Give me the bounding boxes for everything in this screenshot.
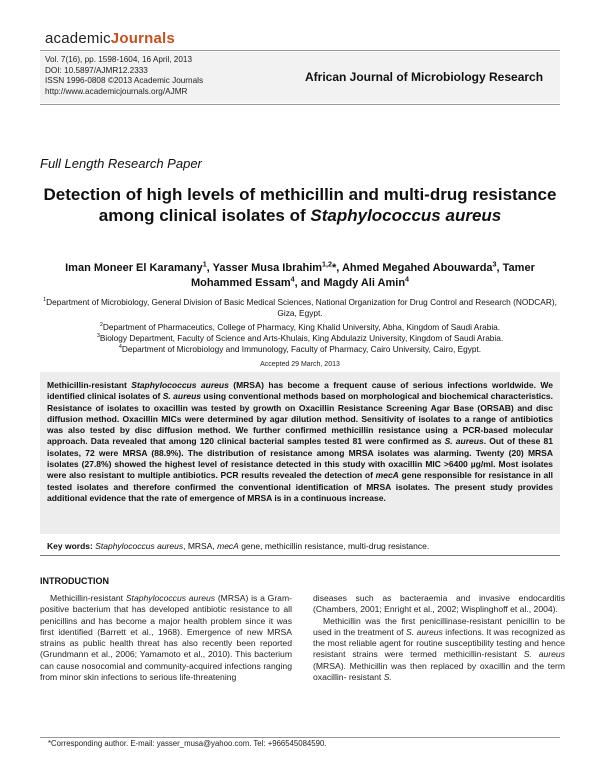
author-affil-sup: 3 <box>492 260 497 269</box>
logo-suffix: Journals <box>110 30 175 47</box>
body-paragraph: diseases such as bacteraemia and invasive endocarditis (Chambers, 2001; Enright et al., 2002; Wisplinghoff et al., 2004). <box>313 593 565 615</box>
abstract-text: using conventional methods based on morphological and biochemical characteristics. Resistance of isolates to oxacillin was tested by growth on Oxacillin Resistance Screening Agar Base (ORSAB) and disc diffusion method. Oxacillin MICs were determined by agar dilution method. Sensitivity of isolates to a range of antibiotics was also tested by disc diffusion method. We further confirmed methicillin resistance using a PCR-based molecular approach. Data revealed that among 120 clinical bacterial samples tested 81 were confirmed as <box>47 391 553 447</box>
section-heading-introduction: INTRODUCTION <box>40 576 109 586</box>
body-italic: S. aureus <box>523 649 565 660</box>
keywords-label: Key words: <box>47 541 93 551</box>
abstract-italic: Staphylococcus aureus <box>131 380 229 390</box>
abstract-italic: S. aureus <box>162 391 202 402</box>
body-text: (MRSA). Methicillin was then replaced by oxacillin and the term oxacillin- resistant <box>313 660 565 683</box>
affiliation-sup: 2 <box>99 322 103 329</box>
affiliation-text: Department of Pharmaceutics, College of Pharmacy, King Khalid University, Abha, Kingdom of Saudi Arabia. <box>102 322 501 332</box>
body-text: infections. It was recognized as the most reliable agent for routine susceptibility testing and hence resistant strains were termed methicillin-resistant <box>313 626 565 660</box>
paper-type: Full Length Research Paper <box>40 156 202 171</box>
author-affil-sup: 1,2 <box>322 260 332 269</box>
meta-url[interactable]: http://www.academicjournals.org/AJMR <box>45 86 188 96</box>
affiliation-text: Department of Microbiology and Immunology, Faculty of Pharmacy, Cairo University, Cairo, Egypt. <box>121 344 482 354</box>
journal-name: African Journal of Microbiology Research <box>305 70 544 84</box>
title-text: Detection of high levels of methicillin and multi-drug resistance among clinical isolates of <box>43 185 557 225</box>
keywords-rule <box>40 555 560 556</box>
affiliation <box>40 333 560 344</box>
affiliation-sup: 1 <box>43 297 47 304</box>
keyword-italic: mecA <box>217 541 239 551</box>
accepted-date: Accepted 29 March, 2013 <box>260 361 340 368</box>
body-text: Methicillin-resistant <box>50 593 126 603</box>
author-affil-sup: 4 <box>290 275 295 284</box>
body-text: Methicillin was the first penicillinase-resistant penicillin to be used in the treatment of <box>313 615 565 637</box>
abstract-text: (MRSA) has become a frequent cause of serious infections worldwide. We identified clinical isolates of <box>47 380 553 402</box>
author-conjunction: and <box>300 277 321 289</box>
body-italic: Staphylococcus aureus <box>125 593 216 603</box>
meta-volume: Vol. 7(16), pp. 1598-1604, 16 April, 2013 <box>45 55 193 64</box>
abstract-italic: S. aureus <box>444 436 484 447</box>
affiliation-text: Department of Microbiology, General Division of Basic Medical Sciences, National Organization for Drug Control and Research (NODCAR), Giza, Egypt. <box>46 297 557 318</box>
abstract-italic: mecA <box>375 470 399 481</box>
body-text: (MRSA) is a Gram-positive bacterium that has developed antibiotic resistance to all penicillins and has become a major health problem since it was first identified (Barrett et al., 1968). Emergence of new MRSA strains as public health threat has also recently been reported (Grundmann et al., 2006; Yamamoto et al., 2010). This bacterium can cause nosocomial and community-acquired infections ranging from minor skin infections to serious life-threatening <box>40 593 292 683</box>
affiliation-text: Biology Department, Faculty of Science and Arts-Khulais, King Abdulaziz University, Kingdom of Saudi Arabia. <box>99 333 504 343</box>
header-bottom-rule <box>40 104 560 105</box>
affiliation-sup: 3 <box>96 333 100 340</box>
keywords <box>47 541 557 551</box>
body-italic: S. aureus <box>406 626 443 637</box>
body-paragraph <box>313 616 565 684</box>
author-list: Iman Moneer El Karamany$^1$, Yasser Musa Ibrahim$^{1,2}$*, Ahmed Megahed Abouwarda$^3$, Tamer Mohammed Essam$^4$, and Magdy Ali Amin$^4$ <box>65 260 535 289</box>
abstract-text: gene responsible for resistance in all tested isolates and therefore confirmed the conventional identification of MRSA isolates. The present study provides additional evidence that the rate of emergence of MRSA is in a continuous increase. <box>47 470 553 503</box>
logo-prefix: academic <box>45 30 111 47</box>
publisher-logo <box>45 30 175 47</box>
footnote-rule <box>40 737 560 738</box>
author-affil-sup: 4 <box>405 275 410 284</box>
body-column-right <box>313 593 565 683</box>
title-organism: Staphylococcus aureus <box>310 206 502 225</box>
meta-doi: DOI: 10.5897/AJMR12.2333 <box>45 65 148 75</box>
abstract <box>47 380 553 504</box>
corresponding-author-footnote: *Corresponding author. E-mail: yasser_musa@yahoo.com. Tel: +966545084590. <box>48 739 327 748</box>
header-top-rule <box>40 50 560 51</box>
abstract-text: . Out of these 81 isolates, 72 were MRSA (88.9%). The distribution of resistance among MRSA isolates was alarming. Twenty (20) MRSA isolates (27.8%) showed the highest level of resistance detected in this study with oxacillin MIC >6400 µg/ml. Most isolates were also resistant to multiple antibiotics. PCR results revealed the detection of <box>47 436 553 481</box>
body-italic: S. <box>383 672 392 683</box>
author-name: Yasser Musa Ibrahim <box>212 262 323 274</box>
author-name: Ahmed Megahed Abouwarda <box>341 262 493 274</box>
meta-issn: ISSN 1996-0808 ©2013 Academic Journals <box>45 76 204 86</box>
affiliation <box>40 297 560 319</box>
keyword-text: , MRSA, <box>183 541 218 551</box>
author-name: Magdy Ali Amin <box>323 277 406 289</box>
affiliation-sup: 4 <box>118 344 122 351</box>
keyword-text: gene, methicillin resistance, multi-drug resistance. <box>238 541 430 551</box>
keyword-italic: Staphylococcus aureus <box>95 541 184 551</box>
body-column-left <box>40 593 292 683</box>
journal-meta <box>45 55 203 97</box>
abstract-text: Methicillin-resistant <box>47 380 132 390</box>
author-name: Iman Moneer El Karamany <box>65 262 203 274</box>
affiliation <box>40 344 560 355</box>
author-affil-sup: 1 <box>202 260 207 269</box>
paper-title <box>40 184 560 226</box>
affiliation <box>40 322 560 333</box>
author-name: Tamer Mohammed Essam <box>190 262 535 289</box>
corresponding-mark: * <box>331 262 337 274</box>
